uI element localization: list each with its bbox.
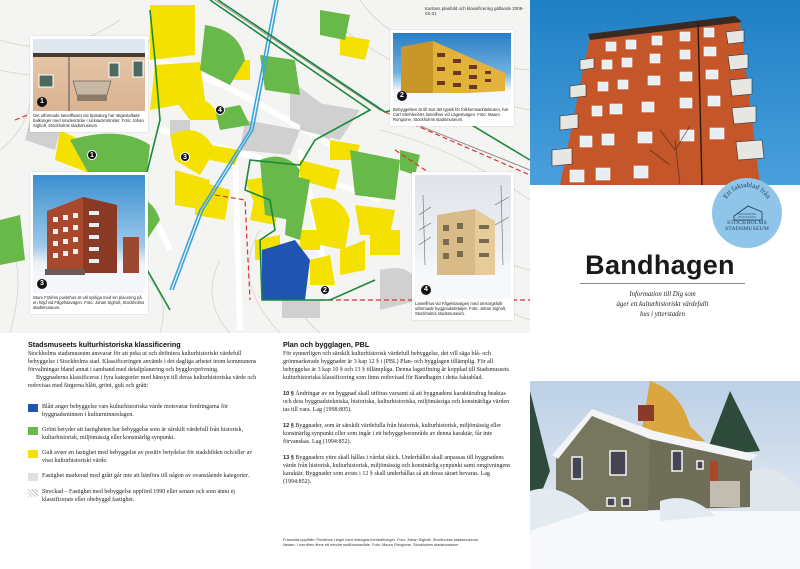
subtitle-line: äger ett kulturhistoriskt värdefullt (616, 301, 709, 308)
subtitle-line: hus i ytterstaden (640, 311, 685, 318)
credit-line: Framsida uppifrån: Punkthus i tegel med indragna hörnbalkonger. Foto: Johan Sigholt, Stockholms stadsmuseum. (283, 537, 480, 542)
paragraph-ref: 10 § (283, 391, 294, 397)
photo-punkthus-fagelstavagen (33, 175, 145, 293)
legend-item-blue (28, 403, 260, 419)
map-marker-2[interactable]: 2 (320, 285, 330, 295)
paragraph-ref: 13 § (283, 455, 294, 461)
legend-swatch-yellow (28, 450, 38, 458)
stamp-name-line-1: STOCKHOLMS (727, 220, 767, 226)
classification-map (0, 0, 530, 333)
photo-number-badge: 3 (37, 279, 47, 289)
legend-swatch-hatched (28, 489, 38, 497)
stadsmuseum-stamp (712, 178, 782, 248)
photo-caption: Lamellhus vid Fågelstavägen med omsorgsfullt utformade byggnadsdetaljer. Foto: Johan Sigholt, Stockholms stadsmuseum. (415, 301, 507, 316)
photo-card-1 (30, 36, 148, 132)
museum-building-icon (734, 206, 762, 220)
photo-lamellhus-lagestvagen (393, 33, 511, 105)
paragraph-text: Byggnaders yttre skall hållas i vårdat skick. Underhållet skall anpassas till byggnadens värde från historisk, kulturhistorisk, miljömässig och konstnärlig synpunkt samt omgivningens karaktär. Byggnader som avses i 12 § skall underhållas så att deras särart bevaras. Lag (1994:852). (283, 455, 511, 485)
photo-lamellhus-fagelstavagen (415, 175, 511, 299)
legend-item-hatched (28, 488, 260, 504)
map-marker-4[interactable]: 4 (215, 105, 225, 115)
classification-intro-2: Byggnaderna klassificeras i fyra kategorier med hänsyn till deras kulturhistoriska värde och redovisas med färgerna blått, grönt, gult och grått: (28, 375, 257, 389)
legend-swatch-green (28, 427, 38, 435)
photo-number-badge: 1 (37, 97, 47, 107)
building-illustration (33, 175, 145, 293)
legend-text: Grönt betyder att fastigheten har bebyggelse som är särskilt värdefull från historisk, kulturhistorisk, miljömässig eller konstnärlig synpunkt. (42, 427, 243, 441)
title-divider (580, 283, 745, 284)
map-marker-3[interactable]: 3 (180, 152, 190, 162)
photo-card-2 (390, 30, 514, 126)
building-illustration (33, 39, 145, 111)
pbl-intro: För synnerligen och särskilt kulturhistorisk värdefull bebyggelse, det vill säga blå- och grönmarkerade byggnader är 3 kap 12 § i (PBL) Plan- och bygglagen tillämplig. För all bebyggelse är 3 kap 10 § och 13 § tillämpliga. Denna lagstiftning är kopplad till Stadsmuseets kulturhistoriska klassificering som finns redovisad för Bandhagen i detta faktablad. (283, 351, 509, 381)
photo-card-4 (412, 172, 514, 320)
stamp-top-text: Ett faktablad från (721, 180, 773, 201)
photo-number-badge: 2 (397, 91, 407, 101)
stamp-name-line-2: STADSMUSEUM (724, 226, 770, 232)
legend-swatch-blue (28, 404, 38, 412)
photo-lamellhus-spisatorg (33, 39, 145, 111)
classification-intro: Stockholms stadsmuseum ansvarar för att peka ut och definiera kulturhistoriskt värdefull bebyggelse i Stockholms stad. Klassificeringen används i det dagliga arbetet inom kommunens förvaltningar bland annat i samband med detaljplanering och bygglovprövning. (28, 351, 257, 373)
cover-subtitle (575, 290, 750, 320)
legend-swatch-grey (28, 473, 38, 481)
subtitle-line: Information till Dig som (629, 291, 696, 298)
classification-section (28, 340, 260, 504)
photo-credits (283, 537, 523, 547)
pbl-section (283, 340, 511, 486)
building-illustration (415, 175, 511, 299)
legend-text: Gult avser en fastighet med bebyggelse av positiv betydelse för stadsbilden och/eller av visst kulturhistoriskt värde. (42, 450, 253, 464)
cover-title: Bandhagen (585, 250, 735, 280)
building-illustration (393, 33, 511, 105)
legend-text: Blått anger bebyggelse vars kulturhistoriska värde motsvarar fordringarna för byggnadsminnen i kulturminneslagen. (42, 404, 228, 418)
photo-caption: Sture Fröléns punkthus är väl synliga med sin placering på en höjd vid Fågelstavägen. Foto: Johan Sigholt, Stockholms stadsmuseum. (33, 295, 145, 310)
photo-number-badge: 4 (421, 285, 431, 295)
legend-item-yellow (28, 449, 260, 465)
legend-item-green (28, 426, 260, 442)
stamp-graphic (712, 178, 782, 248)
credit-line: Nedan: I norrdöen finns ett mindre småhusområde. Foto: Mauro Rongione, Stockholms stadsmuseum. (283, 542, 460, 547)
paragraph-text: Byggnader, som är särskilt värdefulla från historisk, kulturhistorisk, miljömässig eller konstnärlig synpunkt eller som ingår i ett bebyggelseområde av denna karaktär, får inte förvanskas. Lag (1994:852). (283, 423, 502, 445)
pbl-paragraph-12 (283, 422, 511, 446)
pbl-heading: Plan och bygglagen, PBL (283, 340, 370, 349)
paragraph-text: Ändringar av en byggnad skall utföras varsamt så att byggnadens karaktärsdrag beaktas och dess byggnadstekniska, historiska, kulturhistoriska, miljömässiga och konstnärliga värden tas till vara. Lag (1998:805). (283, 391, 510, 413)
photo-caption: Bebyggelsen är till stor del typisk för folkhemsarkitekturen, här Carl Strehlenerts lamellhus vid Lägestvägen. Foto: Mauro Rongione, Stockholms stadsmuseum. (393, 107, 509, 122)
photo-caption: Det utformade lamellhuset vid Spisatorg har rätgestaltade balkonger med smidesräcke i sicksackmönster. Foto: Johan Sigholt, Stockholms stadsmuseum. (33, 113, 144, 128)
cover-photo-punkthus (530, 0, 800, 185)
legend-text: Fastighet markerad med grått går inte att hänföra till någon av ovanstående kategorier. (42, 473, 250, 479)
house-illustration (530, 381, 800, 569)
paragraph-ref: 12 § (283, 423, 294, 429)
cover-photo-smahus (530, 381, 800, 569)
legend-text: Streckad – Fastighet med bebyggelse uppförd 1990 eller senare och som ännu ej klassificerats eller obebyggd fastighet. (42, 489, 235, 503)
classification-heading: Stadsmuseets kulturhistoriska klassificering (28, 340, 181, 349)
map-marker-1[interactable]: 1 (87, 150, 97, 160)
map-caption: Kartans planbild och klassificering gällande 2006-03-31 (425, 6, 524, 16)
pbl-paragraph-10 (283, 390, 511, 414)
pbl-paragraph-13 (283, 454, 511, 486)
legend-item-grey (28, 472, 260, 481)
cover-building-illustration (530, 0, 800, 185)
photo-card-3 (30, 172, 148, 314)
